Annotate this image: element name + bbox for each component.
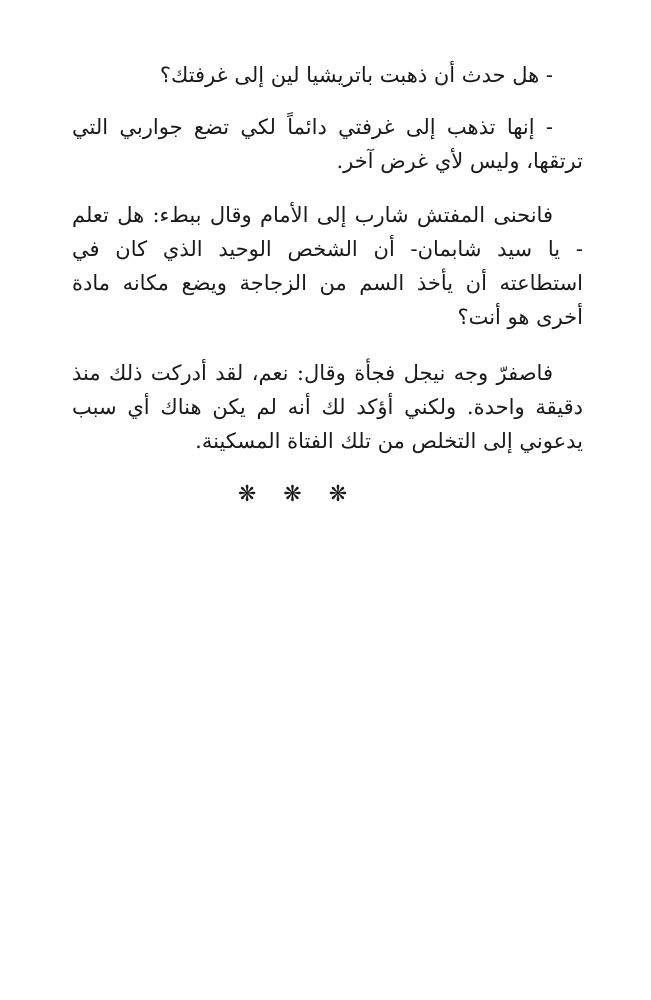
nigel-response-paragraph: فاصفرّ وجه نيجل فجأة وقال: نعم، لقد أدركت ذلك منذ دقيقة واحدة. ولكني أؤكد لك أنه لم يكن هناك أي سبب يدعوني إلى التخلص من تلك الفتاة المسكينة. [72,361,583,453]
dialogue-question: - هل حدث أن ذهبت باتريشيا لين إلى غرفتك؟ [159,63,553,87]
separator-star-icon: ❋ [283,482,302,507]
book-page [72,58,583,507]
section-separator [72,482,513,507]
inspector-question-paragraph: فانحنى المفتش شارب إلى الأمام وقال ببطء: هل تعلم - يا سيد شابمان- أن الشخص الوحيد الذي كان في استطاعته أن يأخذ السم من الزجاجة ويضع مكانه مادة أخرى هو أنت؟ [72,203,583,329]
separator-star-icon: ❋ [237,482,257,507]
separator-star-icon: ❋ [328,482,348,507]
dialogue-answer: - إنها تذهب إلى غرفتي دائماً لكي تضع جواربي التي ترتقها، وليس لأي غرض آخر. [72,115,583,173]
